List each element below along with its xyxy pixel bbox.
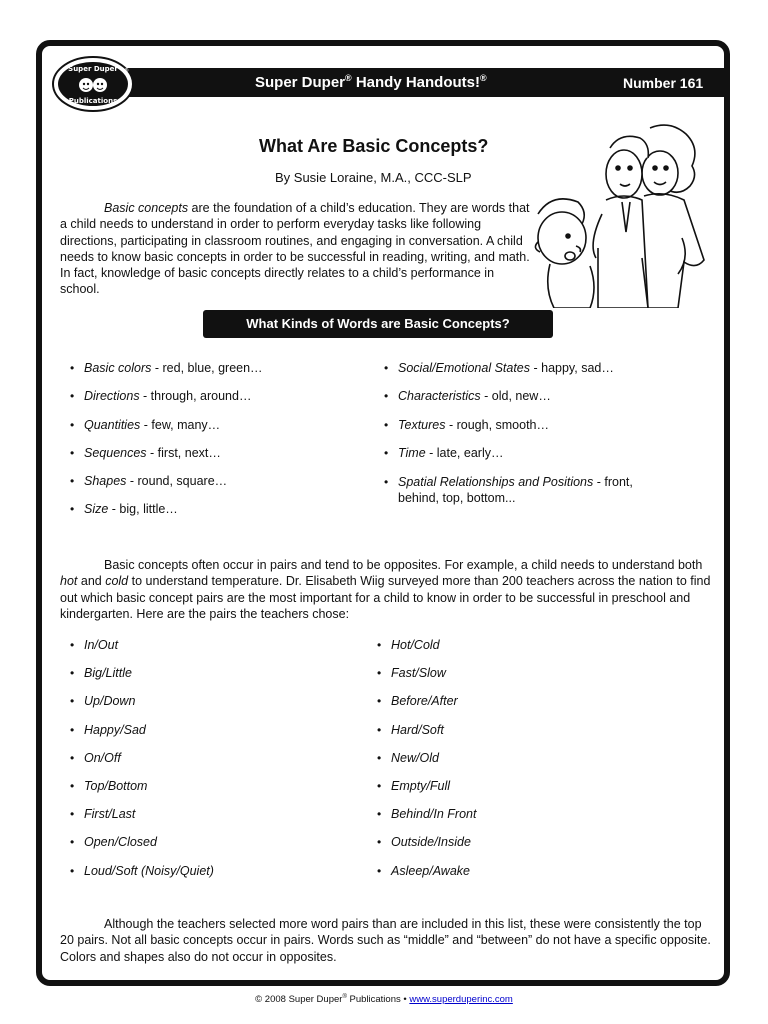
list-item: • In/Out xyxy=(60,638,350,666)
brand-handouts: Handy Handouts! xyxy=(351,74,480,91)
closing-paragraph: Although the teachers selected more word pairs than are included in this list, these were consistently the top 20 pairs. Not all basic concepts occur in pairs. Words such as “middle” and “between” do not have a specific opposite. Colors and shapes also do not occur in opposites. xyxy=(60,917,711,964)
footer: © 2008 Super Duper® Publications • www.superduperinc.com xyxy=(255,994,513,1006)
list-item: • Size - big, little… xyxy=(60,502,360,530)
pairs-list-right xyxy=(367,638,667,892)
list-item: • Shapes - round, square… xyxy=(60,474,360,502)
list-item: • On/Off xyxy=(60,751,350,779)
list-item: • Social/Emotional States - happy, sad… xyxy=(374,361,674,389)
list-item: • Textures - rough, smooth… xyxy=(374,418,674,446)
list-item: • Behind/In Front xyxy=(367,807,667,835)
list-item: • Quantities - few, many… xyxy=(60,418,360,446)
list-item: • Before/After xyxy=(367,694,667,722)
list-item: • Spatial Relationships and Positions - front, behind, top, bottom... xyxy=(374,474,658,506)
byline: By Susie Loraine, M.A., CCC-SLP xyxy=(275,170,472,185)
intro-text: are the foundation of a child’s education. They are words that a child needs to understand in order to perform everyday tasks like following directions, participating in classroom routines, and engaging in conversation. A child needs to know basic concepts in order to be successful in reading, writing, and math. In fact, knowledge of basic concepts directly relates to a child’s performance in school. xyxy=(60,201,530,297)
brand-name: Super Duper xyxy=(255,74,346,91)
list-item: • Time - late, early… xyxy=(374,446,674,474)
list-item: • Hard/Soft xyxy=(367,723,667,751)
page-title: What Are Basic Concepts? xyxy=(259,136,489,156)
logo-registered-mark: ® xyxy=(124,68,129,74)
handout-number: Number 161 xyxy=(623,75,704,91)
list-item: • First/Last xyxy=(60,807,350,835)
kinds-list-left xyxy=(60,361,360,531)
list-item: • Big/Little xyxy=(60,666,350,694)
list-item: • Asleep/Awake xyxy=(367,864,667,892)
list-item: • Top/Bottom xyxy=(60,779,350,807)
list-item: • Characteristics - old, new… xyxy=(374,389,674,417)
list-item: • Outside/Inside xyxy=(367,835,667,863)
list-item: • Sequences - first, next… xyxy=(60,446,360,474)
list-item: • Open/Closed xyxy=(60,835,350,863)
super-duper-logo xyxy=(52,56,134,112)
logo-text-top: Super Duper xyxy=(68,65,118,73)
family-illustration xyxy=(532,118,722,308)
list-item: • New/Old xyxy=(367,751,667,779)
footer-website-link[interactable]: www.superduperinc.com xyxy=(409,994,513,1006)
list-item: • Directions - through, around… xyxy=(60,389,360,417)
logo-text-bottom: Publications xyxy=(68,97,118,105)
intro-lead: Basic concepts xyxy=(104,201,189,215)
list-item: • Happy/Sad xyxy=(60,723,350,751)
brand-title xyxy=(255,73,487,91)
kinds-list-right xyxy=(374,361,674,506)
brand-registered-2: ® xyxy=(480,73,487,83)
pairs-list-left xyxy=(60,638,350,892)
pairs-intro-paragraph: Basic concepts often occur in pairs and tend to be opposites. For example, a child needs to understand both hot and cold to understand temperature. Dr. Elisabeth Wiig surveyed more than 200 teachers across the nation to find out which basic concept pairs are the most important for a child to know in order to be successful in preschool and kindergarten. Here are the pairs the teachers chose: xyxy=(60,558,711,621)
list-item: • Fast/Slow xyxy=(367,666,667,694)
list-item: • Empty/Full xyxy=(367,779,667,807)
list-item: • Basic colors - red, blue, green… xyxy=(60,361,360,389)
list-item: • Up/Down xyxy=(60,694,350,722)
list-item: • Hot/Cold xyxy=(367,638,667,666)
list-item: • Loud/Soft (Noisy/Quiet) xyxy=(60,864,350,892)
intro-paragraph xyxy=(60,200,530,298)
kinds-heading: What Kinds of Words are Basic Concepts? xyxy=(203,310,553,338)
brand-registered-1: ® xyxy=(345,73,352,83)
